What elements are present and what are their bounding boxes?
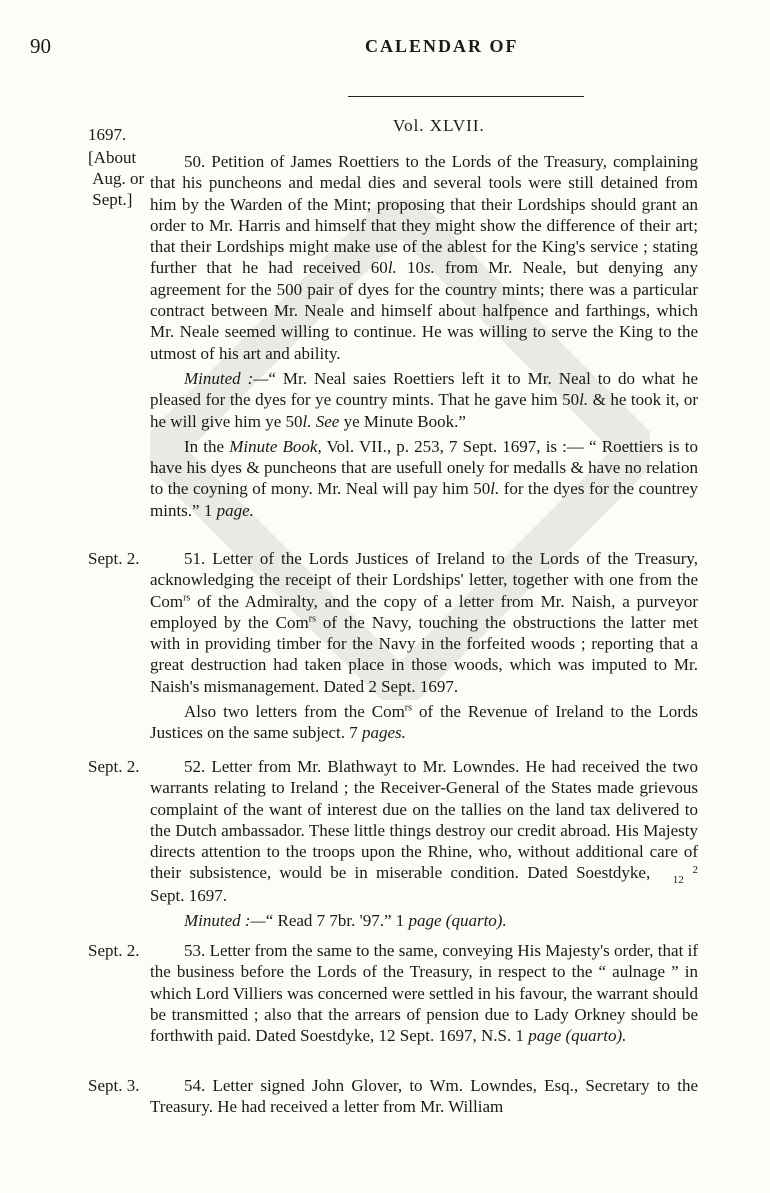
header-rule (348, 96, 584, 97)
entry-paragraph: 54. Letter signed John Glover, to Wm. Lowndes, Esq., Secretary to the Treasury. He had received a letter from Mr. William (150, 1076, 698, 1117)
entry-51 (150, 548, 698, 748)
entry-date (88, 124, 126, 145)
entry-54 (150, 1075, 698, 1118)
entry-paragraph: In the Minute Book, Vol. VII., p. 253, 7 Sept. 1697, is :— “ Roettiers is to have his dyes & puncheons that are usefull onely for medalls & have no relation to the coyning of mony. Mr. Neal will pay him 50l. for the dyes for the countrey mints.” 1 page. (150, 436, 698, 520)
entry-date-note: [About Aug. or Sept.] (88, 148, 145, 209)
entry-paragraph: 52. Letter from Mr. Blathwayt to Mr. Lowndes. He had received the two warrants relating to Ireland ; the Receiver-General of the States made grievous complaint of the want of interest due on the tallies on the land tax delivered to the Dutch ambassador. These little things destroy our credit abroad. His Majesty directs attention to the troops upon the Rhine, who, without additional care of their subsistence, would be in miserable condition. Dated Soestdyke, 2 12 Sept. 1697. (150, 757, 698, 905)
entry-paragraph: Also two letters from the Com$^{rs}$ of the Revenue of Ireland to the Lords Justices on the same subject. 7 pages. (150, 702, 699, 743)
entry-paragraph: 50. Petition of James Roettiers to the Lords of the Treasury, complaining that his puncheons and medal dies and several tools were still detained from him by the Warden of the Mint; proposing that their Lordships should grant an order to Mr. Harris and himself that they might show the difference of their art; that their Lordships might make use of the ablest for the King's service ; stating further that he had received 60l. 10s. from Mr. Neale, but denying any agreement for the 500 pair of dyes for the country mints; there was a particular contract between Mr. Neale and himself about halfpence and farthings, which Mr. Neale seemed willing to continue. He was willing to serve the King to the utmost of his art and ability. (150, 152, 699, 363)
entry-53 (150, 940, 698, 1050)
entry-date: Sept. 2. (88, 757, 140, 776)
entry-50 (150, 151, 698, 525)
page-number: 90 (30, 34, 51, 58)
entry-paragraph: Minuted :—“ Mr. Neal saies Roettiers left it to Mr. Neal to do what he pleased for the dyes for ye country mints. That he gave him 50l. & he took it, or he will give him ye 50l. See ye Minute Book.” (150, 368, 698, 431)
date-year: 1697. (88, 125, 127, 144)
running-title: CALENDAR OF (365, 36, 519, 56)
entry-52 (150, 756, 698, 935)
entry-paragraph: 53. Letter from the same to the same, conveying His Majesty's order, that if the business before the Lords of the Treasury, in respect to the “ aulnage ” in which Lord Villiers was concerned were settled in his favour, the warrant should be transmitted ; also that the arrears of pension due to Lady Orkney should be forthwith paid. Dated Soestdyke, 12 Sept. 1697, N.S. 1 page (quarto). (150, 941, 698, 1046)
entry-date: Sept. 2. (88, 941, 140, 960)
entry-date: Sept. 3. (88, 1076, 140, 1095)
entry-paragraph: Minuted :—“ Read 7 7br. '97.” 1 page (quarto). (184, 910, 507, 930)
volume-heading: Vol. XLVII. (393, 116, 485, 135)
entry-date: Sept. 2. (88, 549, 140, 568)
entry-paragraph: 51. Letter of the Lords Justices of Ireland to the Lords of the Treasury, acknowledging the receipt of their Lordships' letter, together with one from the Com$^{rs}$ of the Admiralty, and the copy of a letter from Mr. Naish, a purveyor employed by the Com$^{rs}$ of the Navy, touching the obstructions the latter met with in providing timber for the Navy in the forfeited woods ; reporting that a great destruction had taken place in those woods, which was imputed to Mr. Naish's mismanagement. Dated 2 Sept. 1697. (150, 549, 698, 696)
